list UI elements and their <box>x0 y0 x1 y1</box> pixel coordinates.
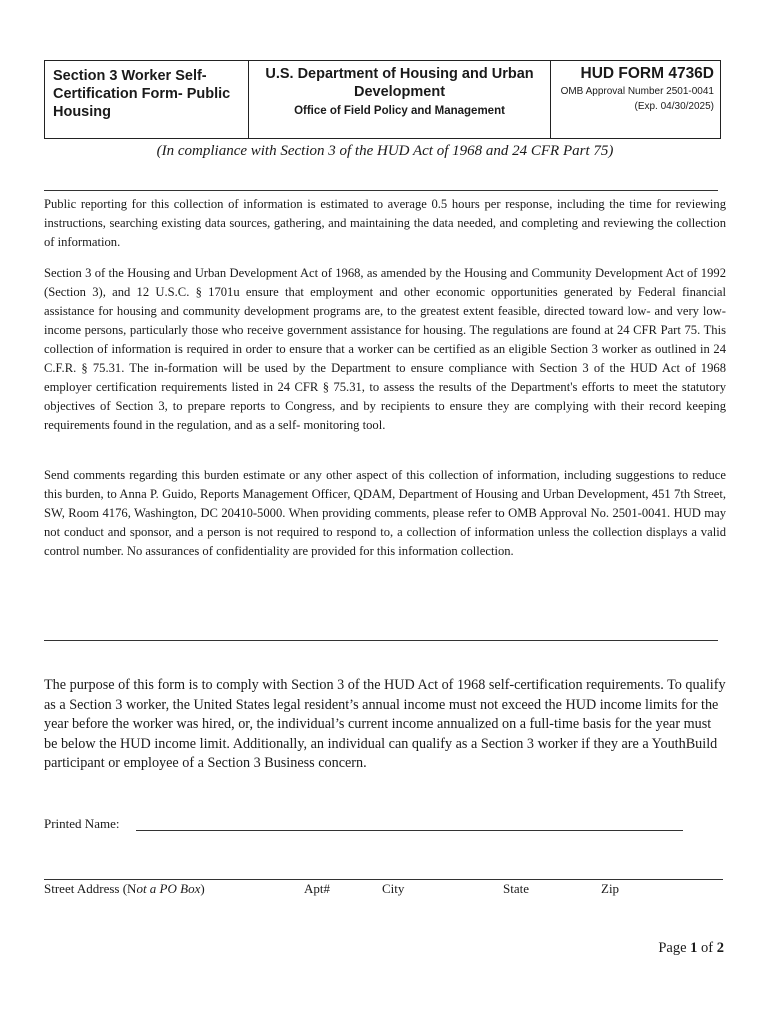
burden-paragraph: Public reporting for this collection of information is estimated to average 0.5 hours per response, including the time for reviewing instructions, searching existing data sources, gathering, and maintaining the data needed, and completing and reviewing the collection of information. <box>44 197 726 249</box>
printed-name-input-line[interactable] <box>136 830 683 831</box>
divider <box>44 190 718 191</box>
street-address-input-line[interactable] <box>44 879 723 880</box>
agency-name: U.S. Department of Housing and Urban Development <box>265 66 534 100</box>
city-label: City <box>382 881 405 896</box>
divider <box>44 640 718 641</box>
state-label: State <box>503 881 529 896</box>
expiration-date: (Exp. 04/30/2025) <box>634 101 714 112</box>
comments-paragraph: Send comments regarding this burden estimate or any other aspect of this collection of information, including suggestions to reduce this burden, to Anna P. Guido, Reports Management Officer, QDAM, Department of Housing and Urban Development, 451 7th Street, SW, Room 4176, Washington, DC 20410-5000. When providing comments, please refer to OMB Approval No. 2501-0041. HUD may not conduct and sponsor, and a person is not required to respond to, a collection of information unless the collection displays a valid control number. No assurances of confidentiality are provided for this information collection. <box>44 468 726 558</box>
section3-paragraph: Section 3 of the Housing and Urban Development Act of 1968, as amended by the Housing and Community Development Act of 1992 (Section 3), and 12 U.S.C. § 1701u ensure that employment and other economic opportunities generated by Federal financial assistance for housing and community development programs are, to the greatest extent feasible, directed toward low- and very low-income persons, particularly those who receive government assistance for housing. The regulations are found at 24 CFR Part 75. This collection of information is required in order to ensure that a worker can be certified as an eligible Section 3 worker as outlined in 24 C.F.R. § 75.31. The in-formation will be used by the Department to ensure compliance with Section 3 of the HUD Act of 1968 employer certification requirements listed in 24 CFR § 75.31, to assess the results of the Department's efforts to meet the statutory objectives of Section 3, to prepare reports to Congress, and by recipients to ensure they are complying with their record keeping requirements found in the regulation, and as a self- monitoring tool. <box>44 266 726 432</box>
form-title: Section 3 Worker Self-Certification Form- Public Housing <box>45 61 249 138</box>
form-number: HUD FORM 4736D <box>580 65 714 82</box>
form-header <box>44 60 721 139</box>
office-name: Office of Field Policy and Management <box>294 105 505 117</box>
apt-label: Apt# <box>304 881 330 896</box>
form-id-block <box>551 61 720 138</box>
zip-label: Zip <box>601 881 620 896</box>
agency-block <box>249 61 551 138</box>
compliance-note: (In compliance with Section 3 of the HUD Act of 1968 and 24 CFR Part 75) <box>156 143 614 159</box>
street-address-label: Street Address (Not a PO Box) <box>44 881 205 896</box>
omb-approval: OMB Approval Number 2501-0041 <box>560 86 714 97</box>
printed-name-label: Printed Name: <box>44 816 120 831</box>
purpose-paragraph: The purpose of this form is to comply with Section 3 of the HUD Act of 1968 self-certification requirements. To qualify as a Section 3 worker, the United States legal resident’s annual income must not exceed the HUD income limits for the year before the worker was hired, or, the individual’s current income annualized on a full-time basis for the year must be below the HUD income limit. Additionally, an individual can qualify as a Section 3 worker if they are a YouthBuild participant or employee of a Section 3 Business concern. <box>44 677 726 771</box>
page-number: Page 1 of 2 <box>658 940 724 956</box>
